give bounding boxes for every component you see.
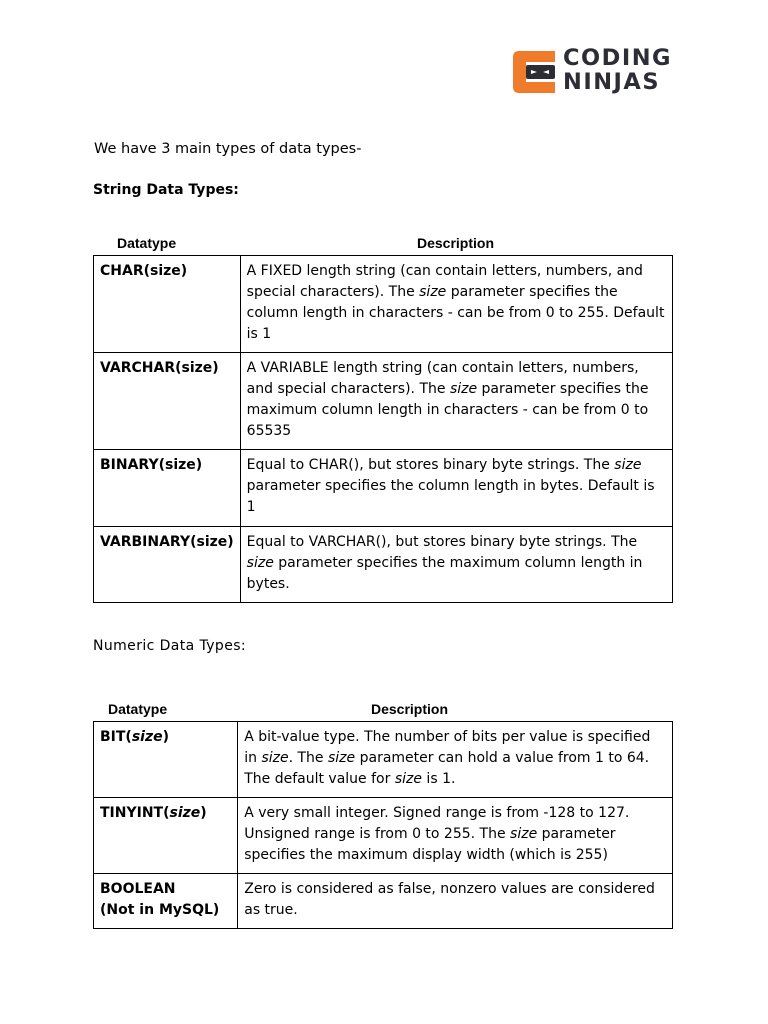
numeric-type-datatype-cell: TINYINT(size) [94,798,238,874]
string-section-title: String Data Types: [93,182,239,198]
logo-line-1: CODING [563,45,672,71]
string-type-description-cell: Equal to VARCHAR(), but stores binary byte strings. The size parameter specifies the maximum column length in bytes. [240,527,672,603]
ninja-logo-icon [511,49,557,95]
numeric-type-datatype-cell: BOOLEAN (Not in MySQL) [94,874,238,929]
table-row [94,450,673,527]
string-header-description: Description [417,235,495,251]
string-type-datatype-cell: VARCHAR(size) [94,353,241,450]
coding-ninjas-logo [511,47,681,97]
numeric-header-datatype: Datatype [108,701,168,717]
numeric-type-description-cell: Zero is considered as false, nonzero values are considered as true. [238,874,673,929]
numeric-type-datatype-cell: BIT(size) [94,722,238,798]
table-row [94,798,673,874]
string-type-description-cell: Equal to CHAR(), but stores binary byte strings. The size parameter specifies the column length in bytes. Default is 1 [240,450,672,527]
table-row [94,353,673,450]
logo-wordmark [563,46,672,94]
string-type-datatype-cell: CHAR(size) [94,256,241,353]
numeric-type-description-cell: A bit-value type. The number of bits per value is specified in size. The size parameter can hold a value from 1 to 64. The default value for size is 1. [238,722,673,798]
string-type-datatype-cell: VARBINARY(size) [94,527,241,603]
string-type-description-cell: A VARIABLE length string (can contain letters, numbers, and special characters). The size parameter specifies the maximum column length in characters - can be from 0 to 65535 [240,353,672,450]
numeric-section-title: Numeric Data Types: [93,638,247,654]
string-type-description-cell: A FIXED length string (can contain letters, numbers, and special characters). The size parameter specifies the column length in characters - can be from 0 to 255. Default is 1 [240,256,672,353]
intro-text: We have 3 main types of data types- [94,141,362,157]
table-row [94,874,673,929]
table-row [94,256,673,353]
string-types-table [93,255,673,603]
string-type-datatype-cell: BINARY(size) [94,450,241,527]
numeric-type-description-cell: A very small integer. Signed range is from -128 to 127. Unsigned range is from 0 to 255. The size parameter specifies the maximum display width (which is 255) [238,798,673,874]
numeric-types-table [93,721,673,929]
logo-line-2: NINJAS [563,69,661,95]
table-row [94,527,673,603]
numeric-header-description: Description [371,701,449,717]
string-header-datatype: Datatype [117,235,177,251]
table-row [94,722,673,798]
